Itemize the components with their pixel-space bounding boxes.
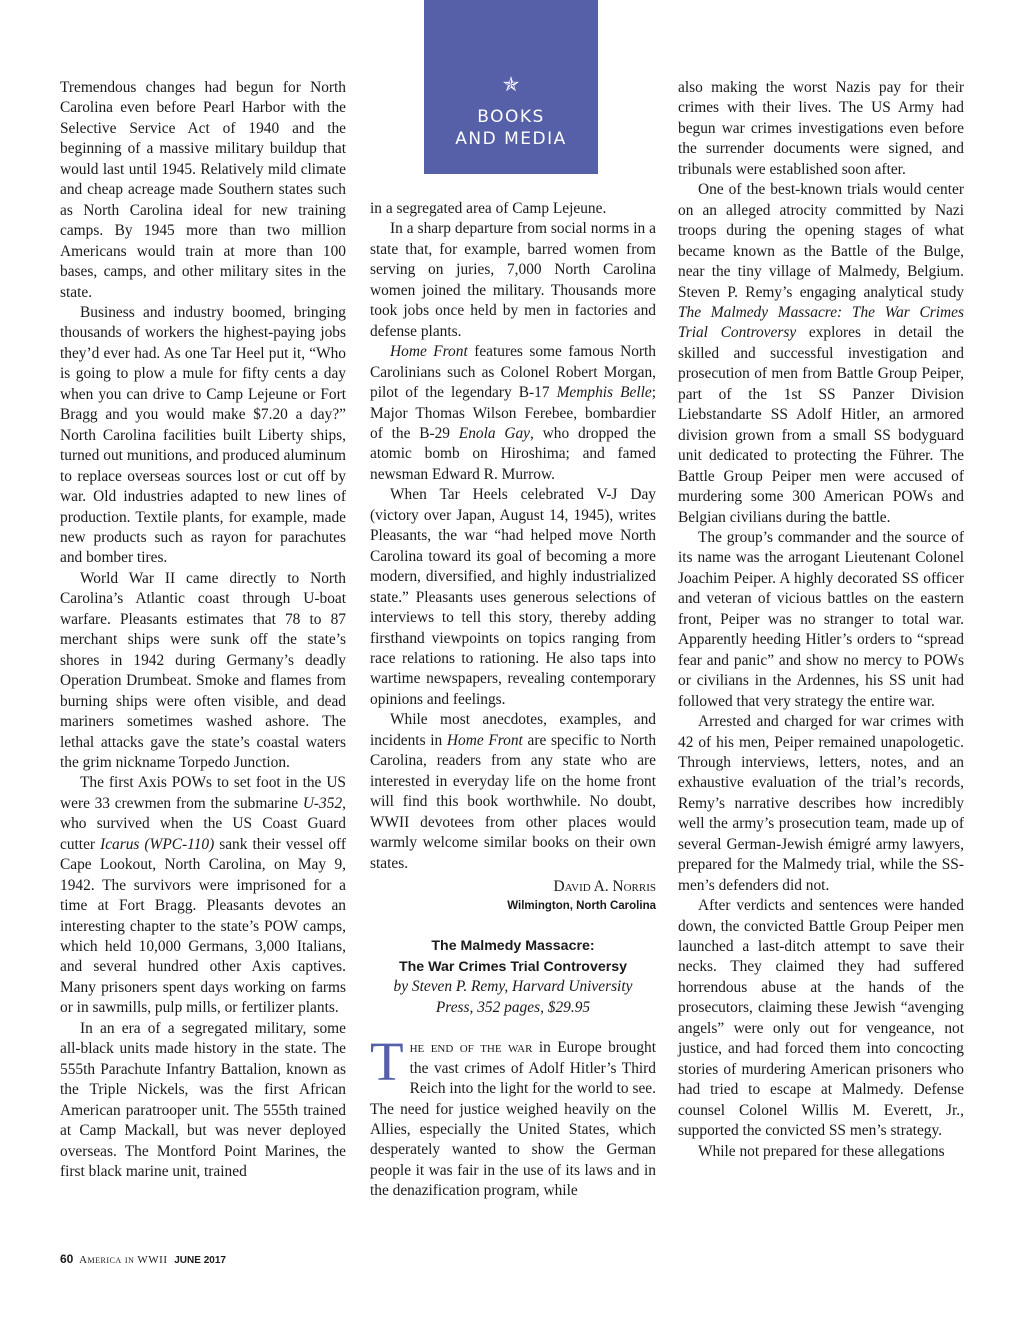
books-and-media-banner (424, 0, 598, 174)
paragraph: World War II came directly to North Carolina’s Atlantic coast through U-boat warfare. Pleasants estimates that 78 to 87 merchant ships were sunk off the state’s shores in 1942 during Germany’s deadly Operation Drumbeat. Smoke and flames from burning ships were often visible, and dead mariners sometimes washed ashore. The lethal attacks gave the state’s coastal waters the grim nickname Torpedo Junction. (60, 569, 346, 771)
paragraph (370, 710, 656, 874)
italic-run: Icarus (WPC-110) (100, 835, 215, 853)
italic-run: The Malmedy Massacre: The War Crimes Trial Controversy (678, 303, 964, 342)
magazine-name: America in WWII (79, 1254, 168, 1266)
byline-line2: Press, 352 pages, $29.95 (435, 998, 591, 1016)
paragraph: Business and industry boomed, bringing thousands of workers the highest-paying jobs they’d ever had. As one Tar Heel put it, “Who is going to plow a mule for fifty cents a day when you can drive to Camp Lejeune or Fort Bragg and you would make $7.20 a day?” North Carolina facilities built Liberty ships, turned out munitions, and produced aluminum to replace overseas sources lost or cut off by war. Old industries adapted to new lines of production. Textile plants, for example, made new products such as rayon for parachutes and bomber tires. (60, 303, 346, 567)
issue-date: JUNE 2017 (174, 1255, 226, 1266)
review-title-line2: The War Crimes Trial Controversy (398, 958, 628, 975)
text-run: in Europe brought the vast crimes of Adolf Hitler’s Third Reich into the light for the world to see. The need for justice weighed heavily on the Allies, especially the United States, which desperately wanted to show the German people it was fair in the use of its laws and in the denazification program, while (370, 1039, 656, 1200)
column-2 (370, 199, 656, 1202)
column-1 (60, 78, 346, 1182)
text-run: are specific to North Carolina, readers from any state who are interested in everyday life on the home front will find this book worthwhile. No doubt, WWII devotees from other places would warmly welcome similar books on their own states. (370, 731, 657, 872)
italic-run: Home Front (446, 731, 523, 749)
review-title-line1: The Malmedy Massacre: (431, 938, 595, 955)
paragraph: also making the worst Nazis pay for their crimes with their lives. The US Army had begun war crimes investigations even before the surrender documents were signed, and tribunals were established soon after. (678, 79, 964, 178)
paragraph: The group’s commander and the source of its name was the arrogant Lieutenant Colonel Joachim Peiper. A highly decorated SS officer and veteran of vicious battles on the eastern front, Peiper was no stranger to total war. Apparently heeding Hitler’s orders to “spread fear and panic” and show no mercy to POWs or civilians in the Ardennes, his SS unit had followed that very strategy the entire war. (678, 528, 964, 710)
paragraph: Arrested and charged for war crimes with 42 of his men, Peiper remained unapologetic. Through interviews, letters, notes, and an exhaustive evaluation of the trial’s records, Remy’s narrative describes how incredibly well the army’s prosecution team, made up of several German-Jewish émigré army lawyers, prepared for the Malmedy trial, while the SS-men’s defenders did not. (678, 713, 964, 894)
paragraph: In an era of a segregated military, some all-black units made history in the state. The 555th Parachute Infantry Battalion, known as the Triple Nickels, was the first African American paratrooper unit. The 555th trained at Camp Mackall, but was never deployed overseas. The Montford Point Marines, the first black marine unit, trained (60, 1019, 346, 1181)
paragraph (370, 342, 656, 485)
byline-line1: by Steven P. Remy, Harvard University (393, 978, 633, 996)
banner-title-line1: BOOKS (477, 107, 545, 127)
review-byline (370, 977, 656, 1018)
text-run: , who dropped the atomic bomb on Hiroshima; and famed newsman Edward R. Murrow. (370, 424, 656, 483)
text-run: sank their vessel off Cape Lookout, North Carolina, on May 9, 1942. The survivors were imprisoned for a time at Fort Bragg. Pleasants devotes an interesting chapter to the state’s POW camps, which held 10,000 Germans, 3,000 Italians, and several hundred other Axis captives. Many prisoners spent days working on farms or in sawmills, pulp mills, or fertilizer plants. (60, 835, 346, 1017)
paragraph: in a segregated area of Camp Lejeune. (370, 200, 607, 217)
drop-cap: T (370, 1031, 404, 1093)
paragraph (60, 773, 346, 1018)
text-run: The first Axis POWs to set foot in the US were 33 crewmen from the submarine (60, 774, 346, 812)
banner-title-line2: AND MEDIA (455, 129, 567, 149)
paragraph: When Tar Heels celebrated V-J Day (victory over Japan, August 14, 1945), writes Pleasants, the war “had helped move North Carolina toward its goal of becoming a more modern, diversified, and highly industrialized state.” Pleasants uses generous selections of interviews to tell this story, thereby adding firsthand viewpoints on topics ranging from race relations to rationing. He also taps into wartime newspapers, revealing contemporary opinions and feelings. (370, 486, 656, 708)
page-number: 60 (60, 1252, 74, 1266)
italic-run: Enola Gay (458, 424, 530, 442)
review-title (370, 936, 656, 977)
italic-run: Home Front (390, 343, 468, 361)
text-run: One of the best-known trials would center on an alleged atrocity committed by Nazi troops during the opening stages of what became known as the Battle of the Bulge, near the tiny village of Malmedy, Belgium. Steven P. Remy’s engaging analytical study (678, 181, 964, 301)
text-run: features some famous North Carolinians such as Colonel Robert Morgan, pilot of the legendary B-17 (370, 343, 657, 402)
reviewer-signature: David A. Norris (553, 877, 656, 895)
text-run: explores in detail the skilled and successful investigation and prosecution of men from Battle Group Peiper, part of the 1st SS Panzer Division Liebstandarte SS Adolf Hitler, an armored division grown from a small SS bodyguard unit dedicated to protecting the Führer. The Battle Group Peiper men were accused of murdering some 300 American POWs and Belgian civilians during the battle. (678, 324, 964, 526)
star-icon: ✯ (502, 72, 520, 96)
italic-run: Memphis Belle (556, 384, 652, 402)
paragraph (678, 180, 964, 528)
reviewer-location: Wilmington, North Carolina (507, 900, 656, 913)
text-run: While most anecdotes, examples, and incidents in (370, 711, 656, 749)
paragraph: While not prepared for these allegations (698, 1142, 945, 1160)
italic-run: U-352 (302, 794, 343, 812)
page-footer (60, 1252, 226, 1268)
text-run: ; Major Thomas Wilson Ferebee, bombardier of the B-29 (370, 384, 656, 442)
lead-smallcaps: he end of the war (409, 1039, 533, 1057)
text-run: , who survived when the US Coast Guard cutter (60, 794, 346, 853)
paragraph: After verdicts and sentences were handed down, the convicted Battle Group Peiper men launched a last-ditch attempt to save their necks. They claimed they had suffered horrendous abuse at the hands of the prosecutors, claiming these Jewish “avenging angels” were only out for vengeance, not justice, and had forced them into concocting stories of murdering American prisoners who had tried to escape at Malmedy. Defense counsel Colonel Willis M. Everett, Jr., supported the convicted SS men’s strategy. (678, 897, 964, 1140)
paragraph: In a sharp departure from social norms in a state that, for example, barred women from serving on juries, 7,000 North Carolina women joined the military. Thousands more took jobs once held by men in factories and defense plants. (370, 220, 656, 340)
column-3 (678, 78, 964, 1162)
review-lead-paragraph (370, 1031, 656, 1202)
paragraph: Tremendous changes had begun for North Carolina even before Pearl Harbor with the Selective Service Act of 1940 and the beginning of a massive military buildup that would last until 1945. Relatively mild climate and cheap acreage made Southern states such as North Carolina ideal for new training camps. By 1945 more than two million Americans would train at more than 100 bases, camps, and other military sites in the state. (60, 79, 346, 301)
